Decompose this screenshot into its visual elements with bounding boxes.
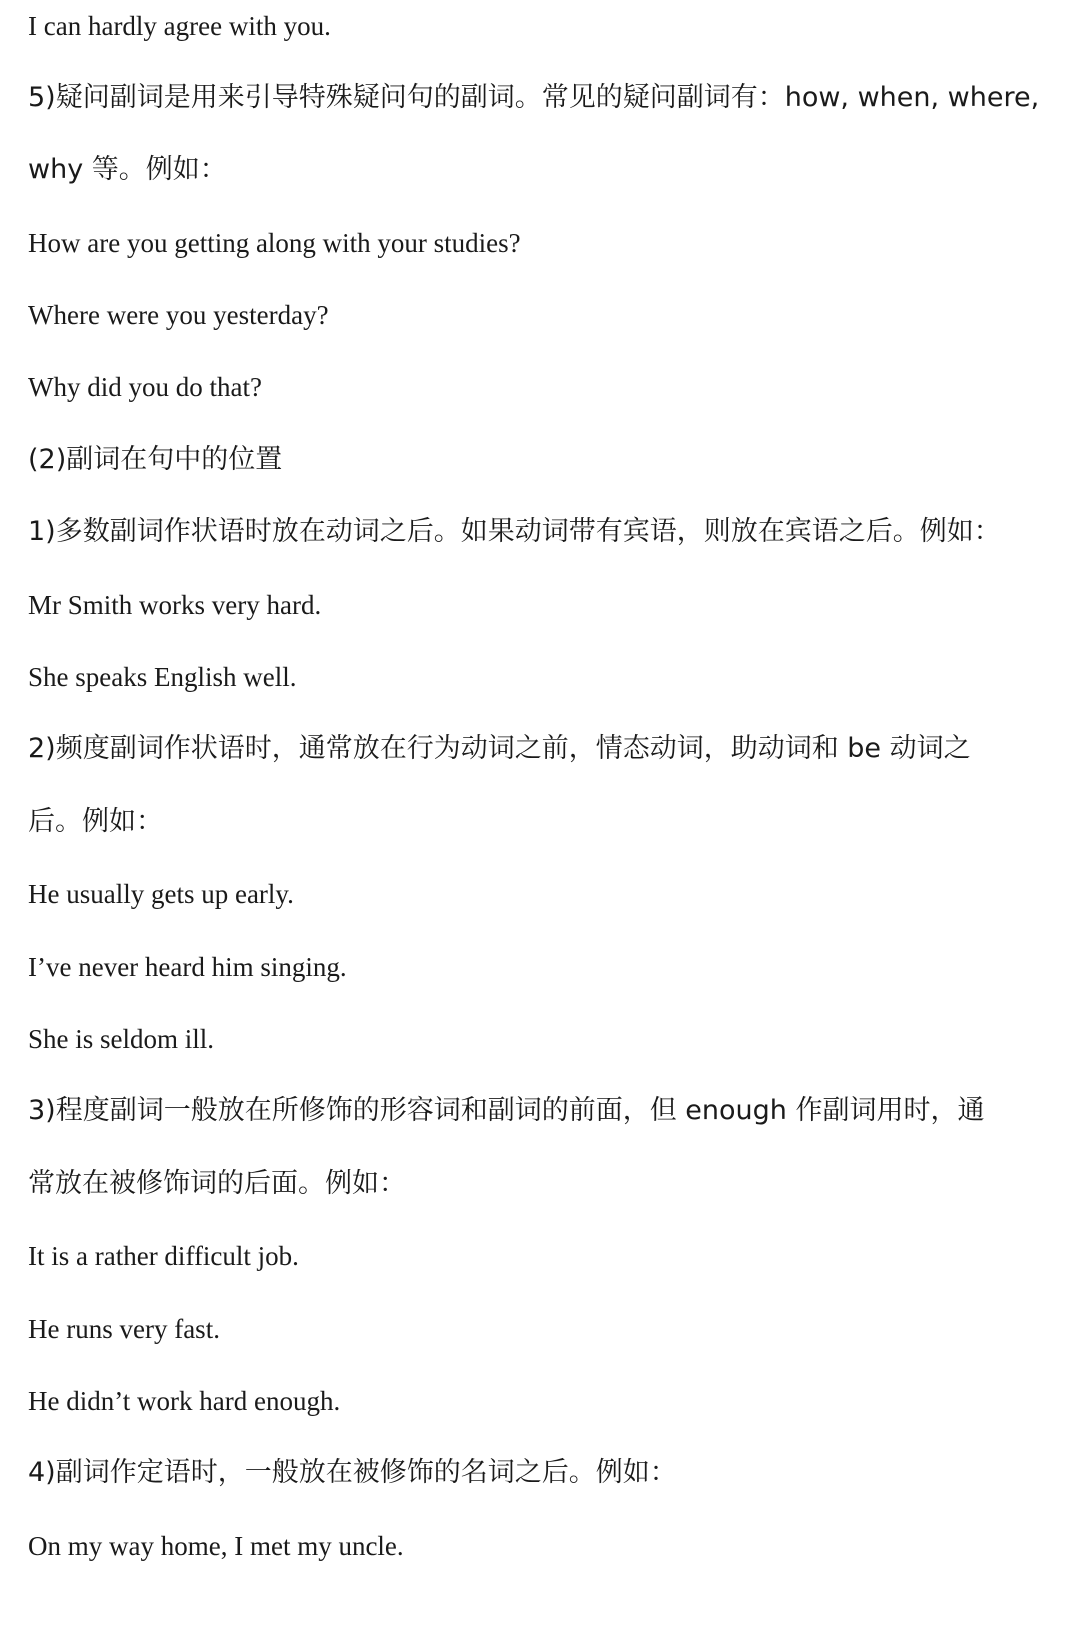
text-line-2: 5)疑问副词是用来引导特殊疑问句的副词。常见的疑问副词有：how, when, where, — [28, 82, 1040, 113]
text-line-4: How are you getting along with your studies? — [28, 228, 521, 258]
text-line-19: He runs very fast. — [28, 1314, 220, 1344]
text-line-15: She is seldom ill. — [28, 1024, 215, 1054]
text-line-14: I’ve never heard him singing. — [28, 952, 347, 982]
text-line-17: 常放在被修饰词的后面。例如： — [28, 1168, 406, 1199]
text-line-1: I can hardly agree with you. — [28, 11, 331, 41]
text-line-10: She speaks English well. — [28, 662, 297, 692]
text-line-6: Why did you do that? — [28, 372, 262, 402]
text-line-5: Where were you yesterday? — [28, 300, 329, 330]
text-line-20: He didn’t work hard enough. — [28, 1386, 341, 1416]
text-line-3: why 等。例如： — [28, 154, 227, 185]
text-line-18: It is a rather difficult job. — [28, 1241, 299, 1271]
text-line-12: 后。例如： — [28, 806, 163, 837]
text-line-11: 2)频度副词作状语时，通常放在行为动词之前，情态动词，助动词和 be 动词之 — [28, 733, 971, 764]
text-line-13: He usually gets up early. — [28, 879, 294, 909]
text-line-9: Mr Smith works very hard. — [28, 590, 322, 620]
section-heading: (2)副词在句中的位置 — [28, 444, 283, 475]
text-line-21: 4)副词作定语时，一般放在被修饰的名词之后。例如： — [28, 1457, 677, 1488]
text-line-8: 1)多数副词作状语时放在动词之后。如果动词带有宾语，则放在宾语之后。例如： — [28, 516, 1001, 547]
text-line-16: 3)程度副词一般放在所修饰的形容词和副词的前面，但 enough 作副词用时，通 — [28, 1095, 985, 1126]
text-line-22: On my way home, I met my uncle. — [28, 1531, 404, 1561]
